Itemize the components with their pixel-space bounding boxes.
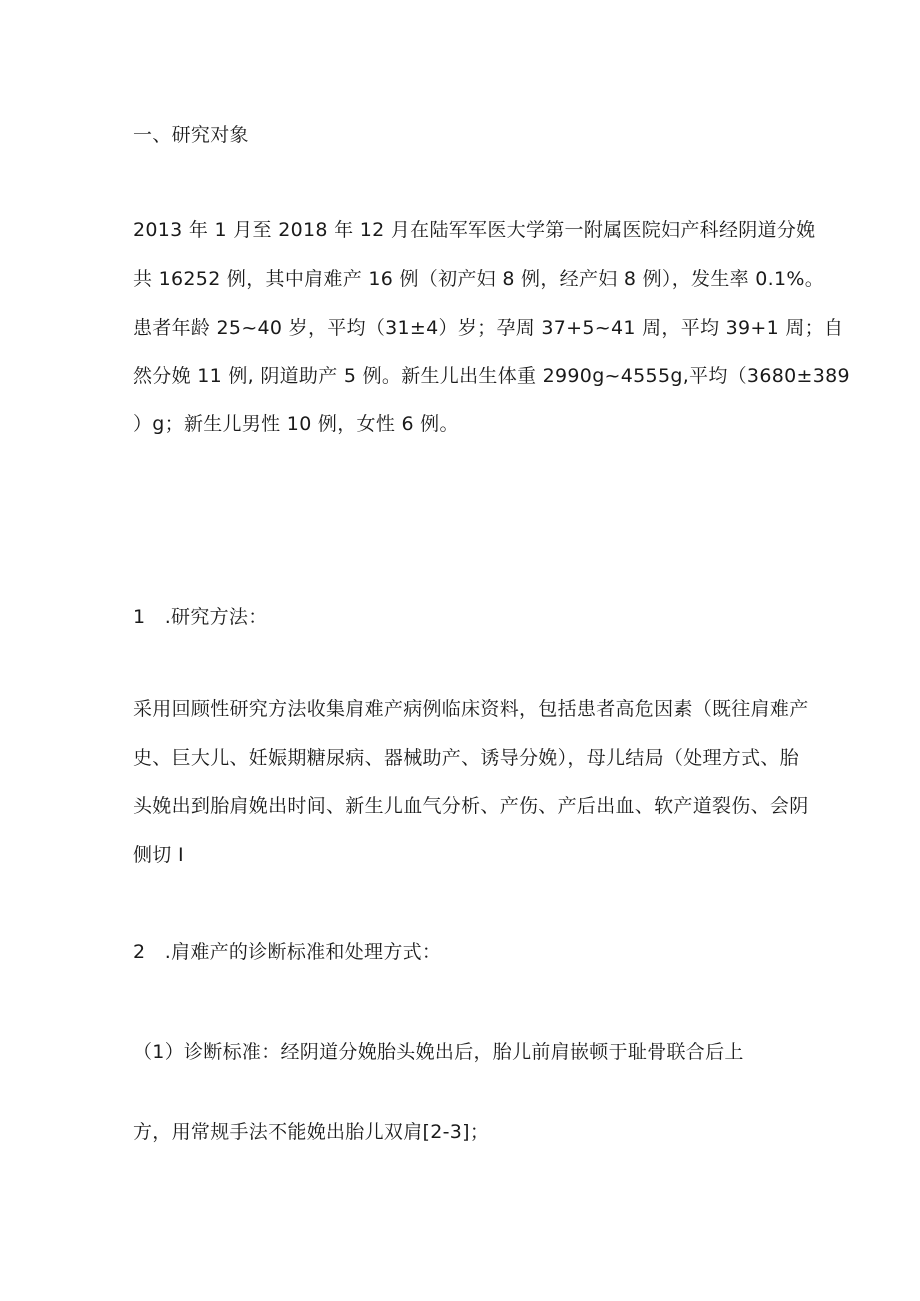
subjects-line-4: 然分娩 11 例, 阴道助产 5 例。新生儿出生体重 2990g~4555g,平均（3680±389 <box>133 365 850 387</box>
methods-line-4: 侧切 I <box>133 844 184 866</box>
subjects-line-2: 共 16252 例，其中肩难产 16 例（初产妇 8 例，经产妇 8 例），发生率 0.1%。 <box>133 268 825 290</box>
criteria-heading: 2 .肩难产的诊断标准和处理方式： <box>133 941 442 963</box>
methods-line-3: 头娩出到胎肩娩出时间、新生儿血气分析、产伤、产后出血、软产道裂伤、会阴 <box>133 795 809 817</box>
subjects-line-1: 2013 年 1 月至 2018 年 12 月在陆军军医大学第一附属医院妇产科经阴道分娩 <box>133 219 816 241</box>
methods-line-2: 史、巨大儿、妊娠期糖尿病、器械助产、诱导分娩），母儿结局（处理方式、胎 <box>133 747 800 769</box>
subjects-line-3: 患者年龄 25~40 岁，平均（31±4）岁；孕周 37+5~41 周，平均 39+1 周；自 <box>133 317 844 339</box>
criteria-line-2: 方，用常规手法不能娩出胎儿双肩[2-3]； <box>133 1121 490 1143</box>
methods-heading: 1 .研究方法： <box>133 606 268 628</box>
subjects-line-5: ）g；新生儿男性 10 例，女性 6 例。 <box>133 413 459 435</box>
criteria-line-1: （1）诊断标准：经阴道分娩胎头娩出后，胎儿前肩嵌顿于耻骨联合后上 <box>133 1041 744 1063</box>
section-title: 一、研究对象 <box>133 124 249 146</box>
methods-line-1: 采用回顾性研究方法收集肩难产病例临床资料，包括患者高危因素（既往肩难产 <box>133 698 809 720</box>
